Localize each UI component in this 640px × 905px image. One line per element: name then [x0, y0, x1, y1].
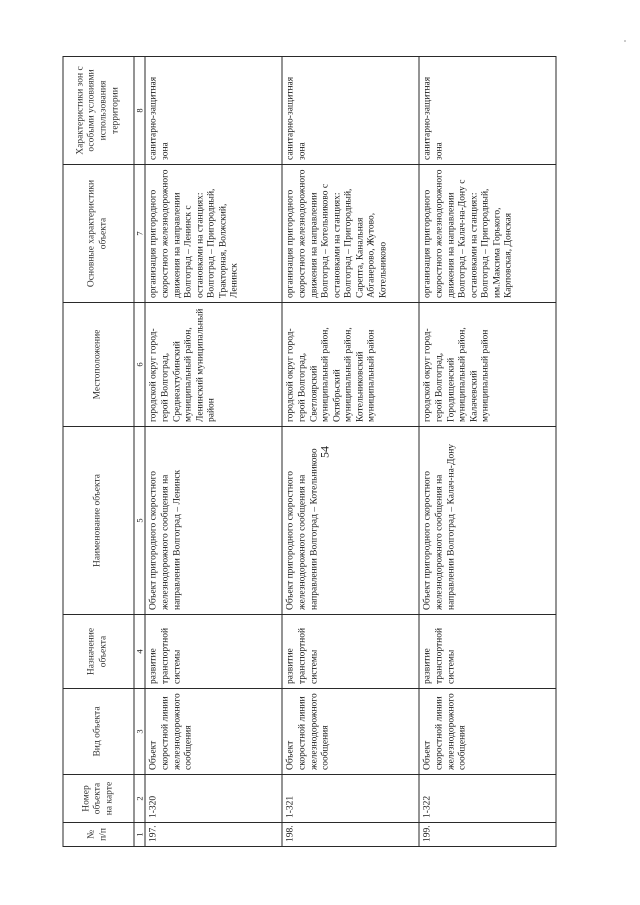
header-cell: Наименование объекта — [63, 427, 134, 615]
map-number: 1-320 — [145, 775, 282, 823]
object-name: Объект пригородного скоростного железнодорожного сообщения на направлении Волгоград – Калач-на-Дону — [419, 427, 556, 615]
header-cell: Вид объекта — [63, 689, 134, 775]
object-kind: Объект скоростной линии железнодорожного сообщения — [419, 689, 556, 775]
object-location: городской округ город-герой Волгоград, Городищенский муниципальный район, Калачевский муниципальный район — [419, 303, 556, 427]
object-kind: Объект скоростной линии железнодорожного сообщения — [145, 689, 282, 775]
row-index: 198. — [282, 823, 419, 847]
zone-characteristics: санитарно-защитная зона — [282, 57, 419, 165]
object-characteristics: организация пригородного скоростного железнодорожного движения на направлении Волгоград – Ленинск с остановками на станциях: Волгоград – Пригородный, Тракторная, Волжский, Ленинск — [145, 165, 282, 303]
header-cell: Местоположение — [63, 303, 134, 427]
page-number: 54 — [317, 446, 332, 458]
table-row — [419, 57, 556, 847]
column-number: 5 — [134, 427, 145, 615]
header-cell: Назначение объекта — [63, 615, 134, 689]
zone-characteristics: санитарно-защитная зона — [419, 57, 556, 165]
column-number: 1 — [134, 823, 145, 847]
object-purpose: развитие транспортной системы — [419, 615, 556, 689]
column-number: 8 — [134, 57, 145, 165]
column-number: 6 — [134, 303, 145, 427]
row-index: 199. — [419, 823, 556, 847]
header-cell: Номер объекта на карте — [63, 775, 134, 823]
header-row — [63, 57, 134, 847]
header-cell: № п/п — [63, 823, 134, 847]
header-cell: Характеристики зон с особыми условиями использования территории — [63, 57, 134, 165]
table-row — [282, 57, 419, 847]
object-location: городской округ город-герой Волгоград, Среднеахтубинский муниципальный район, Ленинский муниципальный район — [145, 303, 282, 427]
object-characteristics: организация пригородного скоростного железнодорожного движения на направлении Волгоград – Котельниково с остановками на станциях: Волгоград – Пригородный, Сарепта, Канальная Абганерово, Жутово, Котельниково — [282, 165, 419, 303]
scan-speck — [624, 40, 626, 42]
object-purpose: развитие транспортной системы — [145, 615, 282, 689]
map-number: 1-322 — [419, 775, 556, 823]
row-index: 197. — [145, 823, 282, 847]
objects-table — [63, 56, 557, 847]
object-name: Объект пригородного скоростного железнодорожного сообщения на направлении Волгоград – Ленинск — [145, 427, 282, 615]
rotated-table-container — [63, 57, 578, 847]
column-number-row — [134, 57, 145, 847]
table-row — [145, 57, 282, 847]
object-kind: Объект скоростной линии железнодорожного сообщения — [282, 689, 419, 775]
object-location: городской округ город-герой Волгоград, Светлоярский муниципальный район, Октябрьский муниципальный район, Котельниковский муниципальный район — [282, 303, 419, 427]
column-number: 7 — [134, 165, 145, 303]
object-name: Объект пригородного скоростного железнодорожного сообщения на направлении Волгоград – Котельниково — [282, 427, 419, 615]
column-number: 4 — [134, 615, 145, 689]
object-characteristics: организация пригородного скоростного железнодорожного движения на направлении Волгоград – Калач-на-Дону с остановками на станциях: Волгоград – Пригородный, им.Максима Горького, Карповская, Донская — [419, 165, 556, 303]
object-purpose: развитие транспортной системы — [282, 615, 419, 689]
map-number: 1-321 — [282, 775, 419, 823]
zone-characteristics: санитарно-защитная зона — [145, 57, 282, 165]
column-number: 3 — [134, 689, 145, 775]
header-cell: Основные характеристики объекта — [63, 165, 134, 303]
column-number: 2 — [134, 775, 145, 823]
